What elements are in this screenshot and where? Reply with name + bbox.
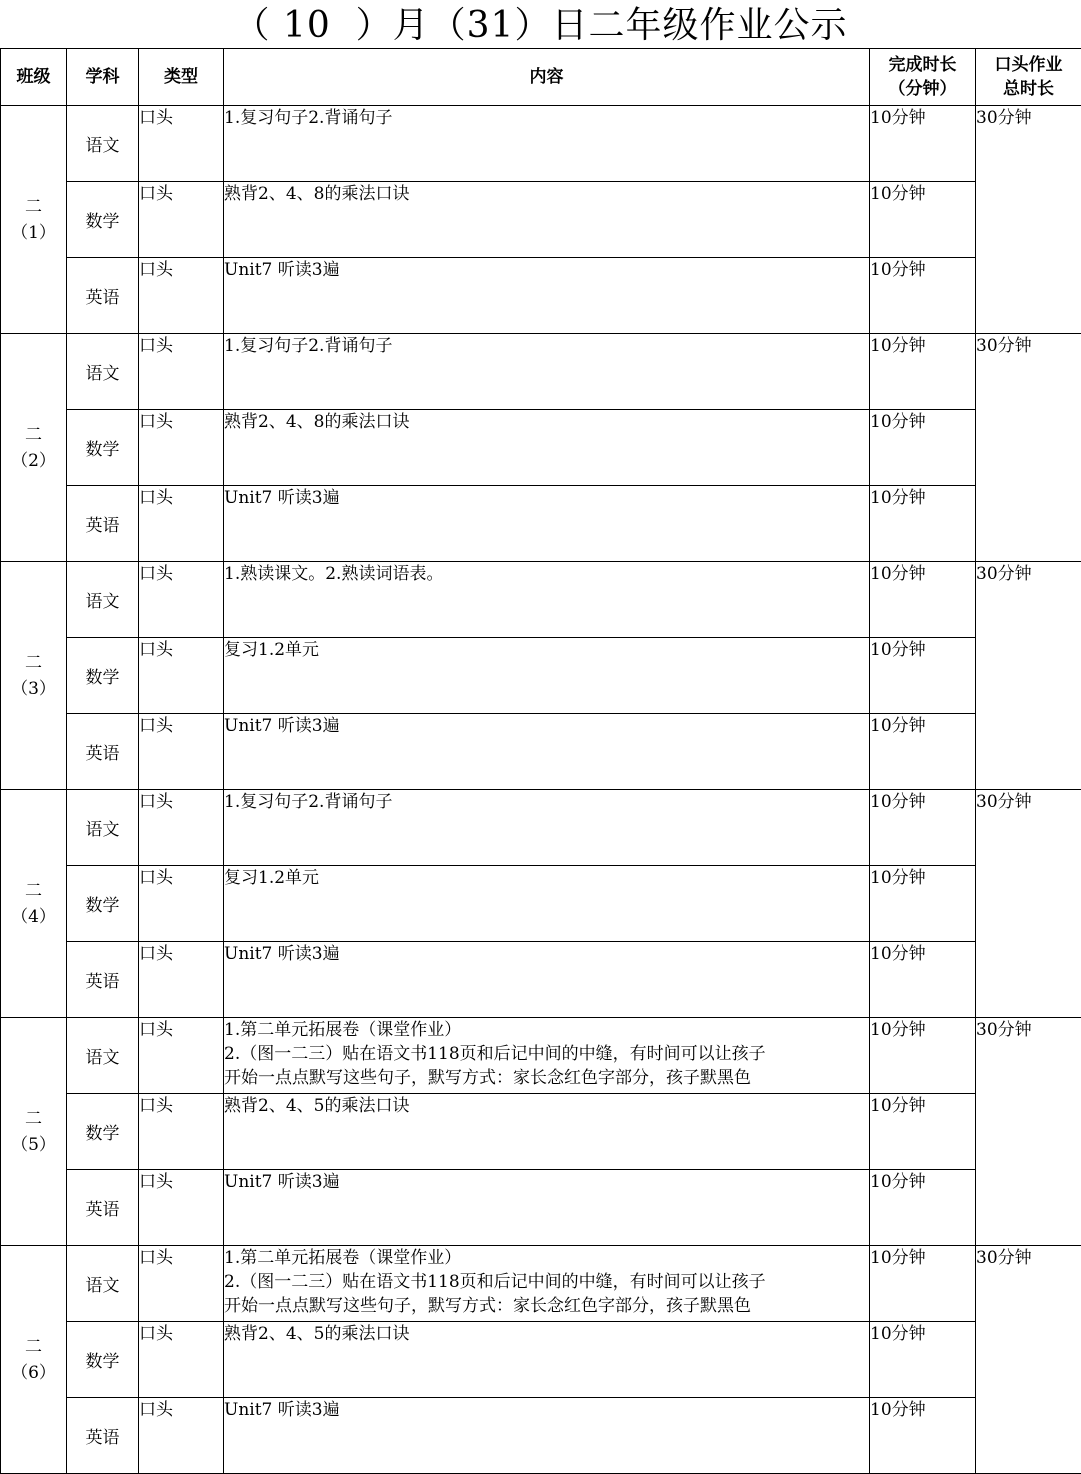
total-duration-cell: 30分钟 — [976, 1246, 1081, 1474]
subject-cell: 英语 — [67, 1170, 139, 1246]
class-cell — [1, 1246, 67, 1474]
type-cell: 口头 — [139, 942, 224, 1018]
table-row — [1, 1018, 1081, 1094]
duration-cell: 10分钟 — [870, 790, 976, 866]
type-cell: 口头 — [139, 1170, 224, 1246]
header-subject: 学科 — [67, 49, 139, 106]
table-row — [1, 790, 1081, 866]
content-line: 1.第二单元拓展卷（课堂作业） — [224, 1018, 869, 1042]
header-content: 内容 — [224, 49, 870, 106]
duration-cell: 10分钟 — [870, 258, 976, 334]
duration-cell: 10分钟 — [870, 638, 976, 714]
table-header-row — [1, 49, 1081, 106]
header-total-line2: 总时长 — [976, 77, 1081, 101]
subject-cell: 英语 — [67, 1398, 139, 1474]
table-row — [1, 866, 1081, 942]
class-number: （3） — [1, 676, 66, 702]
class-cell — [1, 106, 67, 334]
homework-table — [0, 48, 1081, 1474]
type-cell: 口头 — [139, 638, 224, 714]
total-duration-cell: 30分钟 — [976, 790, 1081, 1018]
content-cell — [224, 1322, 870, 1398]
table-row — [1, 942, 1081, 1018]
content-cell — [224, 942, 870, 1018]
type-cell: 口头 — [139, 182, 224, 258]
content-cell — [224, 486, 870, 562]
class-cell — [1, 334, 67, 562]
duration-cell: 10分钟 — [870, 334, 976, 410]
header-total-line1: 口头作业 — [976, 53, 1081, 77]
subject-cell: 语文 — [67, 334, 139, 410]
duration-cell: 10分钟 — [870, 410, 976, 486]
duration-cell: 10分钟 — [870, 486, 976, 562]
content-cell — [224, 1170, 870, 1246]
content-cell — [224, 790, 870, 866]
duration-cell: 10分钟 — [870, 866, 976, 942]
type-cell: 口头 — [139, 334, 224, 410]
header-total — [976, 49, 1081, 106]
subject-cell: 数学 — [67, 638, 139, 714]
content-cell — [224, 334, 870, 410]
content-cell — [224, 106, 870, 182]
content-cell — [224, 410, 870, 486]
subject-cell: 数学 — [67, 1094, 139, 1170]
header-duration — [870, 49, 976, 106]
duration-cell: 10分钟 — [870, 1094, 976, 1170]
subject-cell: 数学 — [67, 410, 139, 486]
duration-cell: 10分钟 — [870, 1018, 976, 1094]
total-duration-cell: 30分钟 — [976, 1018, 1081, 1246]
class-grade: 二 — [1, 422, 66, 448]
header-duration-line2: （分钟） — [870, 77, 975, 101]
type-cell: 口头 — [139, 1094, 224, 1170]
table-row — [1, 562, 1081, 638]
table-row — [1, 1170, 1081, 1246]
content-cell — [224, 866, 870, 942]
subject-cell: 语文 — [67, 562, 139, 638]
class-number: （1） — [1, 220, 66, 246]
content-line: 开始一点点默写这些句子，默写方式：家长念红色字部分，孩子默黑色 — [224, 1294, 869, 1318]
content-cell — [224, 1398, 870, 1474]
content-cell — [224, 1094, 870, 1170]
class-cell — [1, 1018, 67, 1246]
subject-cell: 语文 — [67, 1018, 139, 1094]
content-line: 1.第二单元拓展卷（课堂作业） — [224, 1246, 869, 1270]
total-duration-cell: 30分钟 — [976, 562, 1081, 790]
class-number: （6） — [1, 1360, 66, 1386]
class-cell — [1, 790, 67, 1018]
table-row — [1, 258, 1081, 334]
content-line: 熟背2、4、5的乘法口诀 — [224, 1322, 869, 1346]
class-grade: 二 — [1, 878, 66, 904]
class-grade: 二 — [1, 194, 66, 220]
content-line: Unit7 听读3遍 — [224, 942, 869, 966]
table-row — [1, 638, 1081, 714]
content-line: Unit7 听读3遍 — [224, 486, 869, 510]
type-cell: 口头 — [139, 1018, 224, 1094]
duration-cell: 10分钟 — [870, 106, 976, 182]
type-cell: 口头 — [139, 1398, 224, 1474]
content-line: 熟背2、4、5的乘法口诀 — [224, 1094, 869, 1118]
content-cell — [224, 638, 870, 714]
content-line: Unit7 听读3遍 — [224, 1398, 869, 1422]
type-cell: 口头 — [139, 1246, 224, 1322]
type-cell: 口头 — [139, 410, 224, 486]
type-cell: 口头 — [139, 866, 224, 942]
class-number: （2） — [1, 448, 66, 474]
content-line: 2.（图一二三）贴在语文书118页和后记中间的中缝，有时间可以让孩子 — [224, 1270, 869, 1294]
subject-cell: 英语 — [67, 258, 139, 334]
duration-cell: 10分钟 — [870, 942, 976, 1018]
content-line: Unit7 听读3遍 — [224, 1170, 869, 1194]
class-number: （5） — [1, 1132, 66, 1158]
content-line: 1.熟读课文。2.熟读词语表。 — [224, 562, 869, 586]
subject-cell: 数学 — [67, 1322, 139, 1398]
content-cell — [224, 714, 870, 790]
table-row — [1, 410, 1081, 486]
duration-cell: 10分钟 — [870, 1322, 976, 1398]
duration-cell: 10分钟 — [870, 182, 976, 258]
content-line: 熟背2、4、8的乘法口诀 — [224, 410, 869, 434]
class-grade: 二 — [1, 1106, 66, 1132]
content-line: 2.（图一二三）贴在语文书118页和后记中间的中缝，有时间可以让孩子 — [224, 1042, 869, 1066]
type-cell: 口头 — [139, 790, 224, 866]
subject-cell: 数学 — [67, 182, 139, 258]
total-duration-cell: 30分钟 — [976, 106, 1081, 334]
table-row — [1, 714, 1081, 790]
duration-cell: 10分钟 — [870, 1398, 976, 1474]
duration-cell: 10分钟 — [870, 1170, 976, 1246]
subject-cell: 数学 — [67, 866, 139, 942]
class-number: （4） — [1, 904, 66, 930]
content-line: 复习1.2单元 — [224, 638, 869, 662]
table-row — [1, 1398, 1081, 1474]
content-cell — [224, 1246, 870, 1322]
table-row — [1, 334, 1081, 410]
content-line: 熟背2、4、8的乘法口诀 — [224, 182, 869, 206]
class-cell — [1, 562, 67, 790]
type-cell: 口头 — [139, 106, 224, 182]
type-cell: 口头 — [139, 1322, 224, 1398]
table-row — [1, 182, 1081, 258]
content-cell — [224, 562, 870, 638]
duration-cell: 10分钟 — [870, 562, 976, 638]
content-line: Unit7 听读3遍 — [224, 258, 869, 282]
duration-cell: 10分钟 — [870, 714, 976, 790]
content-line: 复习1.2单元 — [224, 866, 869, 890]
subject-cell: 英语 — [67, 486, 139, 562]
subject-cell: 语文 — [67, 790, 139, 866]
header-class: 班级 — [1, 49, 67, 106]
table-row — [1, 106, 1081, 182]
content-line: Unit7 听读3遍 — [224, 714, 869, 738]
content-line: 1.复习句子2.背诵句子 — [224, 790, 869, 814]
subject-cell: 语文 — [67, 106, 139, 182]
table-row — [1, 1094, 1081, 1170]
content-cell — [224, 1018, 870, 1094]
type-cell: 口头 — [139, 258, 224, 334]
content-line: 1.复习句子2.背诵句子 — [224, 334, 869, 358]
total-duration-cell: 30分钟 — [976, 334, 1081, 562]
page-title: （ 10 ）月（31）日二年级作业公示 — [0, 0, 1081, 48]
table-row — [1, 1246, 1081, 1322]
subject-cell: 语文 — [67, 1246, 139, 1322]
class-grade: 二 — [1, 650, 66, 676]
table-row — [1, 1322, 1081, 1398]
class-grade: 二 — [1, 1334, 66, 1360]
duration-cell: 10分钟 — [870, 1246, 976, 1322]
header-duration-line1: 完成时长 — [870, 53, 975, 77]
type-cell: 口头 — [139, 486, 224, 562]
header-type: 类型 — [139, 49, 224, 106]
subject-cell: 英语 — [67, 714, 139, 790]
content-line: 1.复习句子2.背诵句子 — [224, 106, 869, 130]
type-cell: 口头 — [139, 714, 224, 790]
type-cell: 口头 — [139, 562, 224, 638]
content-cell — [224, 258, 870, 334]
content-cell — [224, 182, 870, 258]
content-line: 开始一点点默写这些句子，默写方式：家长念红色字部分，孩子默黑色 — [224, 1066, 869, 1090]
subject-cell: 英语 — [67, 942, 139, 1018]
table-row — [1, 486, 1081, 562]
